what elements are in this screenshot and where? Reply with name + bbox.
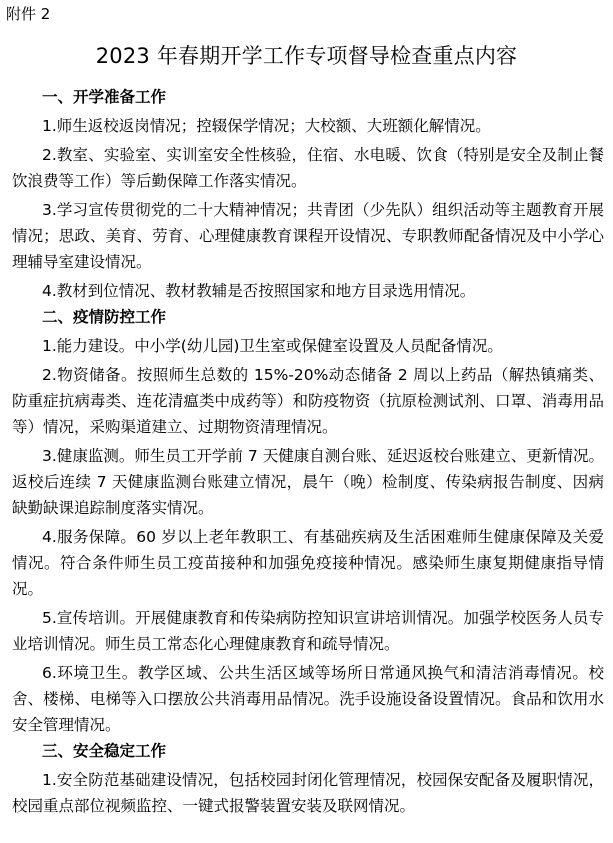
paragraph: 4.服务保障。60 岁以上老年教职工、有基础疾病及生活困难师生健康保障及关爱情况。符合条件师生员工疫苗接种和加强免疫接种情况。感染师生康复期健康指导情况。 xyxy=(12,528,604,598)
section-heading-preparation: 一、开学准备工作 xyxy=(42,88,167,106)
paragraph: 1.安全防范基础建设情况，包括校园封闭化管理情况，校园保安配备及履职情况，校园重点部位视频监控、一键式报警装置安装及联网情况。 xyxy=(12,771,604,815)
paragraph: 1.能力建设。中小学(幼儿园)卫生室或保健室设置及人员配备情况。 xyxy=(42,337,503,355)
page-title: 2023 年春期开学工作专项督导检查重点内容 xyxy=(95,44,518,69)
paragraph: 2.教室、实验室、实训室安全性核验，住宿、水电暖、饮食（特别是安全及制止餐饮浪费等工作）等后勤保障工作落实情况。 xyxy=(12,146,604,190)
paragraph: 3.健康监测。师生员工开学前 7 天健康自测台账、延迟返校台账建立、更新情况。返校后连续 7 天健康监测台账建立情况，晨午（晚）检制度、传染病报告制度、因病缺勤缺课追踪制度落实情况。 xyxy=(12,447,604,517)
paragraph: 3.学习宣传贯彻党的二十大精神情况；共青团（少先队）组织活动等主题教育开展情况；思政、美育、劳育、心理健康教育课程开设情况、专职教师配备情况及中小学心理辅导室建设情况。 xyxy=(12,201,604,271)
section-heading-epidemic-prevention: 二、疫情防控工作 xyxy=(42,308,167,326)
paragraph: 4.教材到位情况、教材教辅是否按照国家和地方目录选用情况。 xyxy=(42,282,476,300)
paragraph: 2.物资储备。按照师生总数的 15%-20%动态储备 2 周以上药品（解热镇痛类、防重症抗病毒类、连花清瘟类中成药等）和防疫物资（抗原检测试剂、口罩、消毒用品等）情况，采购渠道建立、过期物资清理情况。 xyxy=(12,366,604,436)
document-body xyxy=(12,84,604,819)
attachment-label: 附件 2 xyxy=(6,5,51,23)
paragraph: 6.环境卫生。教学区域、公共生活区域等场所日常通风换气和清洁消毒情况。校舍、楼梯、电梯等入口摆放公共消毒用品情况。洗手设施设备设置情况。食品和饮用水安全管理情况。 xyxy=(12,664,604,734)
paragraph: 1.师生返校返岗情况；控辍保学情况；大校额、大班额化解情况。 xyxy=(42,117,491,135)
section-heading-safety-stability: 三、安全稳定工作 xyxy=(42,742,167,760)
paragraph: 5.宣传培训。开展健康教育和传染病防控知识宣讲培训情况。加强学校医务人员专业培训情况。师生员工常态化心理健康教育和疏导情况。 xyxy=(12,609,604,653)
